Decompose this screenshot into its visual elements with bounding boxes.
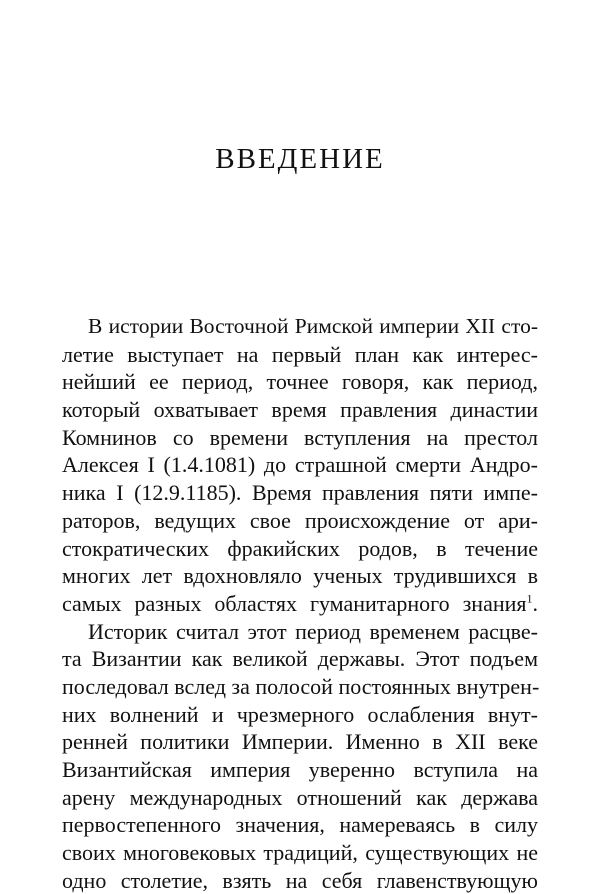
text-line: ника I (12.9.1185). Время правления пяти импе-: [62, 480, 538, 506]
text-line: них волнений и чрезмерного ослабления внут-: [62, 701, 538, 727]
text-line: одно столетие, взять на себя главенствующую: [62, 867, 538, 893]
chapter-title: ВВЕДЕНИЕ: [215, 143, 385, 175]
text-line-content: самых разных областях гуманитарного знания: [62, 590, 527, 616]
text-line: арену международных отношений как держава: [62, 784, 538, 810]
text-line: который охватывает время правления династии: [62, 397, 538, 423]
text-line: ренней политики Империи. Именно в XII веке: [62, 729, 538, 755]
paragraph-1: [62, 313, 538, 618]
text-line: Византийская империя уверенно вступила на: [62, 757, 538, 782]
text-line: первостепенного значения, намереваясь в силу: [62, 812, 538, 838]
text-line: [62, 590, 538, 618]
text-line: Комнинов со времени вступления на престол: [62, 424, 538, 450]
chapter-body: [62, 313, 538, 894]
paragraph-2: [62, 618, 538, 894]
text-line: нейший ее период, точнее говоря, как период,: [62, 369, 538, 395]
sentence-end: .: [532, 590, 538, 616]
text-line: последовал вслед за полосой постоянных внутрен-: [62, 673, 540, 699]
text-line: раторов, ведущих свое происхождение от ари-: [62, 507, 538, 533]
text-line: своих многовековых традиций, существующих не: [62, 840, 538, 866]
text-line: та Византии как великой державы. Этот подъем: [62, 646, 538, 672]
footnote-marker: 1: [526, 591, 533, 606]
text-line: В истории Восточной Римской империи XII сто-: [88, 314, 538, 338]
text-line: многих лет вдохновляло ученых трудившихся в: [62, 563, 538, 589]
text-line: стократических фракийских родов, в течение: [62, 535, 538, 561]
text-line: летие выступает на первый план как интерес-: [62, 341, 538, 367]
text-line: Алексея I (1.4.1081) до страшной смерти Андро-: [62, 452, 538, 478]
text-line: Историк считал этот период временем расцве-: [88, 618, 538, 644]
